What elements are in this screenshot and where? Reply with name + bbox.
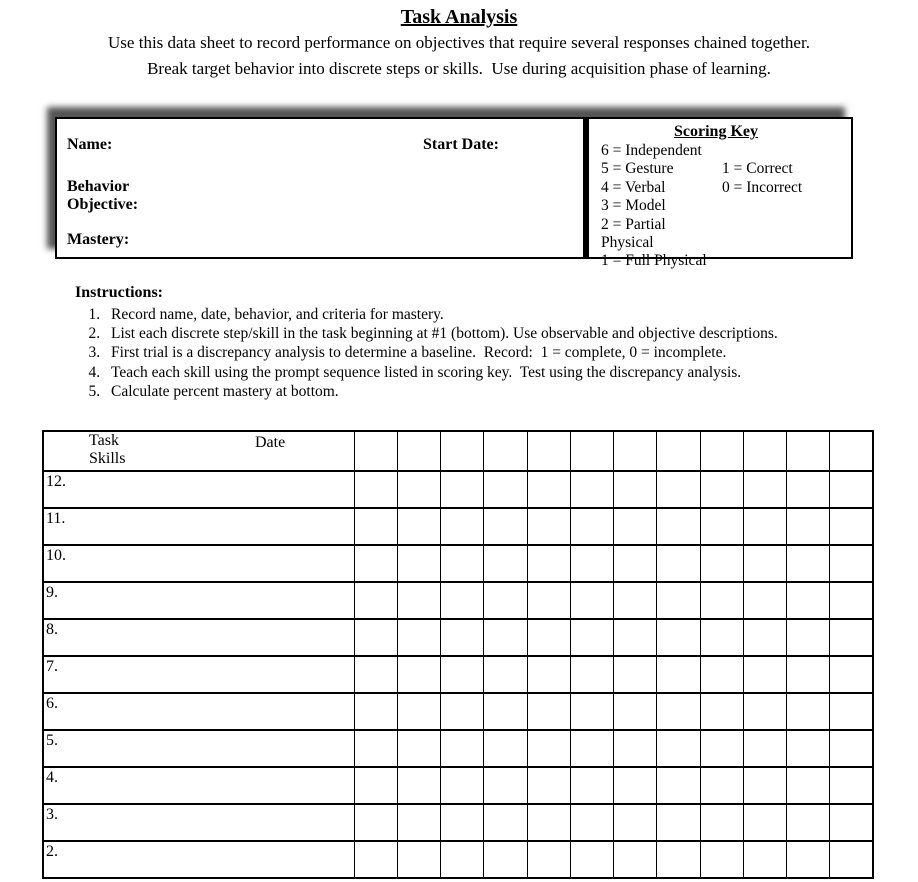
score-cell (787, 693, 830, 730)
score-cell (830, 545, 873, 582)
score-cell (441, 804, 484, 841)
score-cell (354, 841, 397, 878)
score-cell (441, 730, 484, 767)
date-cell (743, 431, 786, 471)
score-cell (700, 582, 743, 619)
score-cell (441, 508, 484, 545)
task-skill-label: 4. (43, 767, 354, 804)
score-cell (830, 841, 873, 878)
score-cell (787, 656, 830, 693)
score-cell (354, 582, 397, 619)
score-cell (657, 471, 700, 508)
task-skills-header: Task (89, 432, 119, 449)
scoring-key-row (601, 179, 845, 197)
description-line-2: Break target behavior into discrete steps or skills. Use during acquisition phase of learning. (147, 59, 771, 78)
scoring-key-item: 1 = Full Physical (601, 252, 707, 270)
score-cell (354, 730, 397, 767)
score-cell (614, 471, 657, 508)
score-cell (743, 545, 786, 582)
score-cell (441, 767, 484, 804)
score-cell (743, 730, 786, 767)
score-cell (441, 693, 484, 730)
date-cell (700, 431, 743, 471)
score-cell (830, 471, 873, 508)
score-cell (354, 545, 397, 582)
score-cell (484, 545, 527, 582)
score-cell (484, 619, 527, 656)
score-cell (484, 730, 527, 767)
score-cell (570, 693, 613, 730)
score-cell (614, 693, 657, 730)
name-field-label: Name: (67, 136, 113, 153)
table-header-row (43, 431, 873, 471)
score-cell (354, 508, 397, 545)
score-cell (700, 656, 743, 693)
score-cell (614, 656, 657, 693)
task-table (42, 430, 874, 879)
score-cell (570, 471, 613, 508)
score-cell (570, 656, 613, 693)
score-cell (743, 767, 786, 804)
score-cell (614, 619, 657, 656)
score-cell (570, 804, 613, 841)
instruction-item: 5. Calculate percent mastery at bottom. (104, 382, 885, 401)
score-cell (657, 767, 700, 804)
scoring-key-row (601, 160, 845, 178)
score-cell (830, 804, 873, 841)
score-cell (743, 508, 786, 545)
score-cell (570, 841, 613, 878)
score-cell (830, 582, 873, 619)
table-row (43, 804, 873, 841)
info-box (55, 117, 853, 270)
score-cell (700, 545, 743, 582)
score-cell (700, 693, 743, 730)
score-cell (484, 582, 527, 619)
score-cell (787, 730, 830, 767)
score-cell (484, 767, 527, 804)
score-cell (657, 804, 700, 841)
score-cell (484, 841, 527, 878)
scoring-key-row (601, 252, 845, 270)
score-cell (484, 508, 527, 545)
score-cell (830, 730, 873, 767)
score-cell (441, 619, 484, 656)
task-skill-label: 9. (43, 582, 354, 619)
score-cell (527, 471, 570, 508)
score-cell (700, 730, 743, 767)
score-cell (527, 841, 570, 878)
document-header (0, 0, 918, 82)
score-cell (657, 693, 700, 730)
info-fields (57, 119, 583, 257)
table-row (43, 841, 873, 878)
behavior-field-label: Behavior (67, 178, 130, 195)
score-cell (830, 767, 873, 804)
score-cell (700, 804, 743, 841)
score-cell (787, 545, 830, 582)
date-header: Date (255, 434, 286, 451)
score-cell (441, 656, 484, 693)
score-cell (787, 508, 830, 545)
score-cell (743, 804, 786, 841)
task-skills-header: Skills (89, 450, 126, 467)
score-cell (614, 582, 657, 619)
table-row (43, 545, 873, 582)
score-cell (397, 545, 440, 582)
score-cell (484, 471, 527, 508)
score-cell (527, 582, 570, 619)
score-cell (830, 508, 873, 545)
page-title: Task Analysis (400, 6, 518, 28)
score-cell (527, 508, 570, 545)
table-row (43, 619, 873, 656)
date-cell (787, 431, 830, 471)
score-cell (527, 693, 570, 730)
score-cell (657, 545, 700, 582)
score-cell (527, 545, 570, 582)
score-cell (570, 545, 613, 582)
date-cell (527, 431, 570, 471)
scoring-key-item: 6 = Independent (601, 142, 702, 159)
scoring-key-item: 3 = Model (601, 197, 666, 215)
score-cell (354, 619, 397, 656)
score-cell (527, 730, 570, 767)
scoring-key-title: Scoring Key (674, 123, 758, 140)
start-date-field-label: Start Date: (423, 136, 499, 153)
score-cell (354, 804, 397, 841)
mastery-field-label: Mastery: (67, 231, 130, 248)
score-cell (787, 471, 830, 508)
date-cell (354, 431, 397, 471)
score-cell (397, 582, 440, 619)
score-cell (570, 730, 613, 767)
task-skills-date-header (43, 431, 354, 471)
score-cell (657, 619, 700, 656)
instruction-item: 3. First trial is a discrepancy analysis to determine a baseline. Record: 1 = complete, 0 = incomplete. (104, 343, 885, 362)
score-cell (484, 656, 527, 693)
score-cell (397, 841, 440, 878)
score-cell (527, 804, 570, 841)
scoring-key-row (601, 216, 845, 253)
score-cell (570, 767, 613, 804)
scoring-key-row (601, 197, 845, 215)
table-row (43, 656, 873, 693)
date-cell (484, 431, 527, 471)
date-cell (441, 431, 484, 471)
task-skill-label: 6. (43, 693, 354, 730)
score-cell (484, 693, 527, 730)
date-cell (614, 431, 657, 471)
score-cell (787, 767, 830, 804)
score-cell (787, 804, 830, 841)
task-skill-label: 7. (43, 656, 354, 693)
score-cell (397, 656, 440, 693)
table-row (43, 730, 873, 767)
score-cell (787, 582, 830, 619)
scoring-key-item: 0 = Incorrect (722, 178, 803, 196)
scoring-key-item: 2 = Partial Physical (601, 215, 670, 252)
table-row (43, 767, 873, 804)
date-cell (830, 431, 873, 471)
score-cell (354, 767, 397, 804)
objective-field-label: Objective: (67, 196, 139, 213)
score-cell (743, 656, 786, 693)
score-cell (527, 619, 570, 656)
instructions-list (75, 305, 885, 401)
score-cell (527, 767, 570, 804)
score-cell (397, 693, 440, 730)
scoring-key (589, 119, 851, 270)
score-cell (657, 730, 700, 767)
instruction-item: 2. List each discrete step/skill in the task beginning at #1 (bottom). Use observable and objective descriptions. (104, 324, 885, 343)
score-cell (397, 804, 440, 841)
score-cell (700, 471, 743, 508)
score-cell (570, 619, 613, 656)
instruction-item: 1. Record name, date, behavior, and criteria for mastery. (104, 305, 885, 324)
score-cell (700, 767, 743, 804)
score-cell (743, 841, 786, 878)
instruction-item: 4. Teach each skill using the prompt sequence listed in scoring key. Test using the discrepancy analysis. (104, 363, 885, 382)
score-cell (441, 545, 484, 582)
description-line-1: Use this data sheet to record performance on objectives that require several responses chained together. (108, 33, 810, 52)
task-skill-label: 8. (43, 619, 354, 656)
task-skill-label: 12. (43, 471, 354, 508)
score-cell (657, 582, 700, 619)
score-cell (354, 471, 397, 508)
score-cell (484, 804, 527, 841)
score-cell (787, 841, 830, 878)
task-skill-label: 11. (43, 508, 354, 545)
score-cell (657, 508, 700, 545)
score-cell (657, 656, 700, 693)
scoring-key-item: 4 = Verbal (601, 178, 666, 196)
task-skill-label: 10. (43, 545, 354, 582)
score-cell (354, 693, 397, 730)
score-cell (830, 619, 873, 656)
instructions-heading: Instructions: (75, 284, 164, 301)
score-cell (397, 508, 440, 545)
score-cell (441, 841, 484, 878)
score-cell (570, 582, 613, 619)
score-cell (743, 471, 786, 508)
table-row (43, 508, 873, 545)
score-cell (700, 508, 743, 545)
score-cell (441, 582, 484, 619)
score-cell (830, 656, 873, 693)
scoring-key-item: 5 = Gesture (601, 160, 674, 178)
table-row (43, 471, 873, 508)
scoring-key-item: 1 = Correct (722, 160, 793, 178)
score-cell (397, 619, 440, 656)
score-cell (743, 619, 786, 656)
score-cell (614, 545, 657, 582)
score-cell (700, 619, 743, 656)
score-cell (397, 730, 440, 767)
score-cell (657, 841, 700, 878)
score-cell (570, 508, 613, 545)
task-skill-label: 5. (43, 730, 354, 767)
score-cell (397, 471, 440, 508)
score-cell (614, 508, 657, 545)
score-cell (743, 693, 786, 730)
score-cell (743, 582, 786, 619)
score-cell (614, 841, 657, 878)
task-skill-label: 3. (43, 804, 354, 841)
score-cell (830, 693, 873, 730)
score-cell (527, 656, 570, 693)
date-cell (657, 431, 700, 471)
score-cell (614, 767, 657, 804)
score-cell (614, 804, 657, 841)
score-cell (787, 619, 830, 656)
scoring-key-row (601, 142, 845, 160)
table-row (43, 582, 873, 619)
score-cell (354, 656, 397, 693)
task-skill-label: 2. (43, 841, 354, 878)
score-cell (441, 471, 484, 508)
table-row (43, 693, 873, 730)
date-cell (570, 431, 613, 471)
score-cell (700, 841, 743, 878)
score-cell (614, 730, 657, 767)
score-cell (397, 767, 440, 804)
instructions (75, 283, 885, 401)
date-cell (397, 431, 440, 471)
